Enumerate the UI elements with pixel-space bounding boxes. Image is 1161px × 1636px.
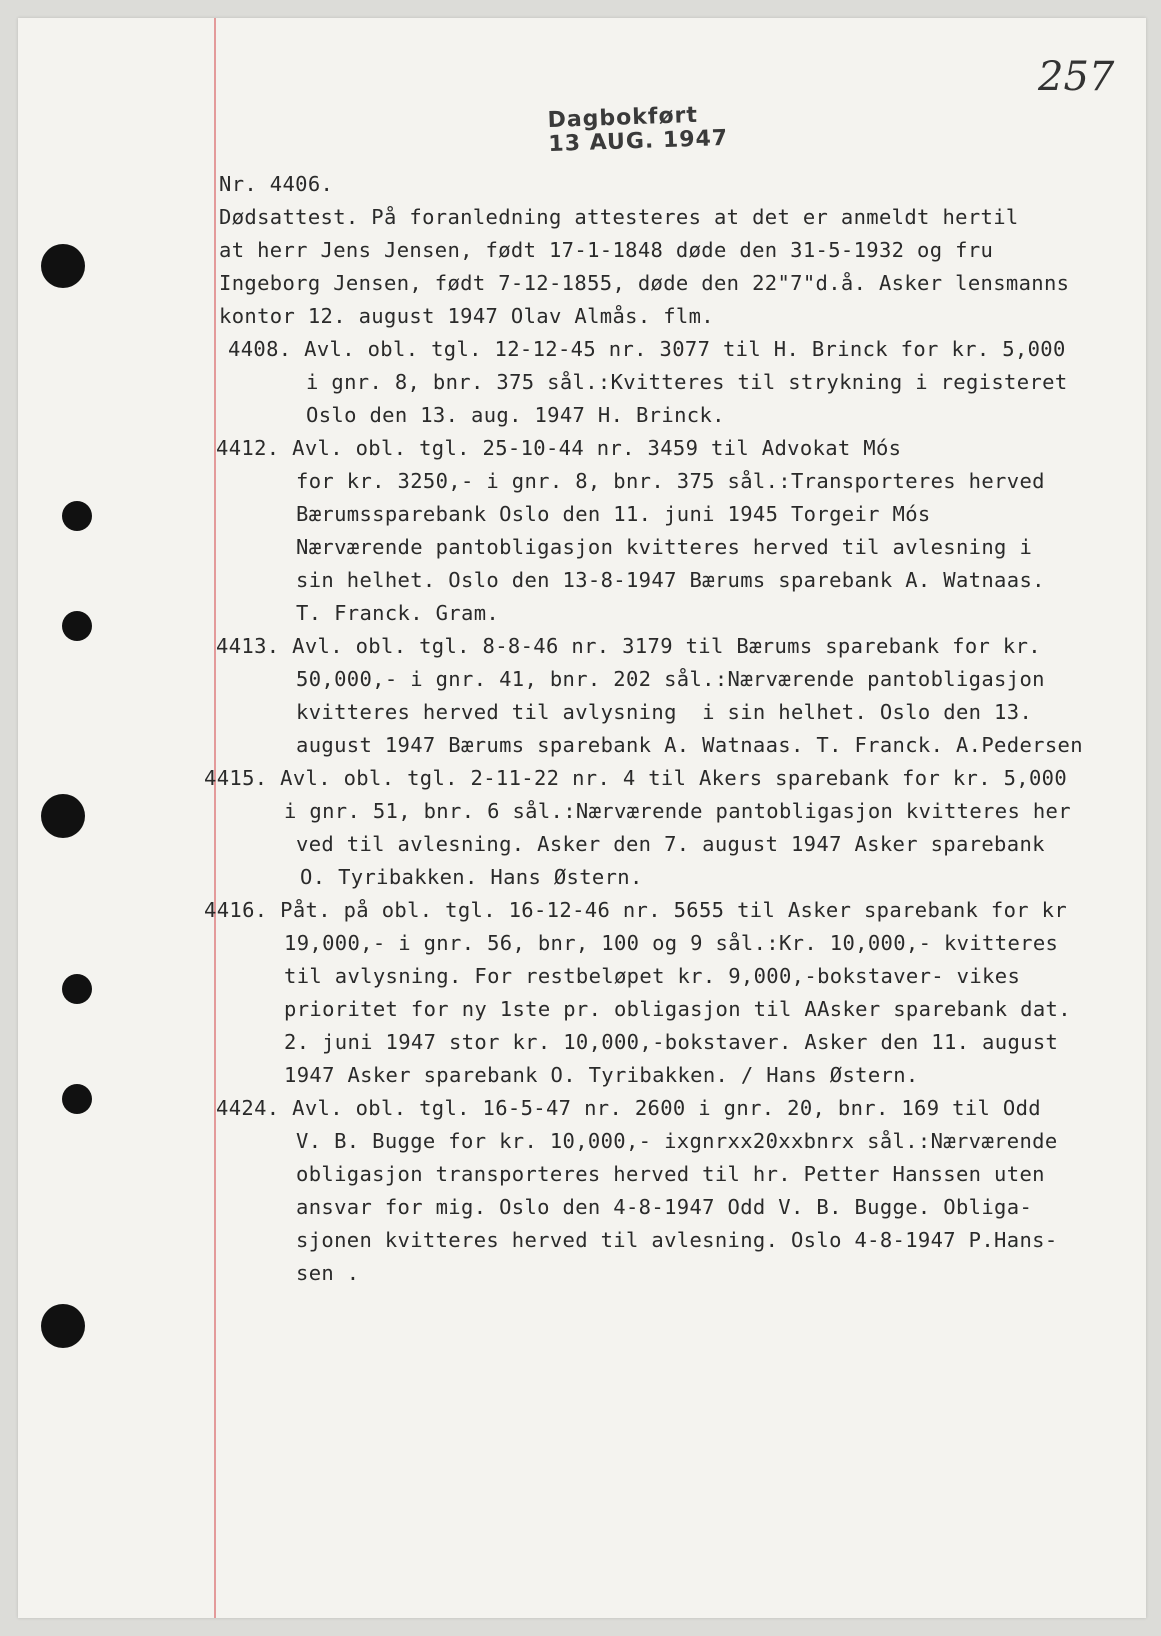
entry-line: obligasjon transporteres herved til hr. Petter Hanssen uten xyxy=(296,1162,1045,1186)
entry-line: 1947 Asker sparebank O. Tyribakken. / Hans Østern. xyxy=(284,1063,919,1087)
stamp-line-1: Dagbokført xyxy=(547,102,699,134)
entry-line: 4415. Avl. obl. tgl. 2-11-22 nr. 4 til Akers sparebank for kr. 5,000 xyxy=(204,766,1068,790)
entry-line: i gnr. 8, bnr. 375 sål.:Kvitteres til strykning i registeret xyxy=(306,370,1068,394)
entry-line: Oslo den 13. aug. 1947 H. Brinck. xyxy=(306,403,725,427)
page-number: 257 xyxy=(1038,54,1115,100)
entry-line: prioritet for ny 1ste pr. obligasjon til AAsker sparebank dat. xyxy=(284,997,1071,1021)
ledger-page xyxy=(18,18,1146,1618)
entry-line: i gnr. 51, bnr. 6 sål.:Nærværende pantobligasjon kvitteres her xyxy=(284,799,1071,823)
entry-line: V. B. Bugge for kr. 10,000,- ixgnrxx20xxbnrx sål.:Nærværende xyxy=(296,1129,1058,1153)
entry-line: Ingeborg Jensen, født 7-12-1855, døde den 22"7"d.å. Asker lensmanns xyxy=(219,271,1070,295)
entry-line: Nærværende pantobligasjon kvitteres herved til avlesning i xyxy=(296,535,1033,559)
punch-hole xyxy=(62,501,92,531)
date-stamp xyxy=(547,103,728,158)
entry-line: 4416. Påt. på obl. tgl. 16-12-46 nr. 5655 til Asker sparebank for kr xyxy=(204,898,1068,922)
entry-line: sin helhet. Oslo den 13-8-1947 Bærums sparebank A. Watnaas. xyxy=(296,568,1045,592)
entry-line: 4424. Avl. obl. tgl. 16-5-47 nr. 2600 i gnr. 20, bnr. 169 til Odd xyxy=(216,1096,1041,1120)
entry-line: august 1947 Bærums sparebank A. Watnaas. T. Franck. A.Pedersen xyxy=(296,733,1083,757)
entry-line: at herr Jens Jensen, født 17-1-1848 døde den 31-5-1932 og fru xyxy=(219,238,994,262)
entry-line: 4413. Avl. obl. tgl. 8-8-46 nr. 3179 til Bærums sparebank for kr. xyxy=(216,634,1041,658)
entry-line: T. Franck. Gram. xyxy=(296,601,500,625)
entry-line: 4408. Avl. obl. tgl. 12-12-45 nr. 3077 til H. Brinck for kr. 5,000 xyxy=(228,337,1066,361)
entry-line: 4412. Avl. obl. tgl. 25-10-44 nr. 3459 til Advokat Mós xyxy=(216,436,902,460)
punch-hole xyxy=(62,611,92,641)
punch-hole xyxy=(41,244,85,288)
entry-line: ansvar for mig. Oslo den 4-8-1947 Odd V. B. Bugge. Obliga- xyxy=(296,1195,1033,1219)
entry-line: 2. juni 1947 stor kr. 10,000,-bokstaver. Asker den 11. august xyxy=(284,1030,1059,1054)
stamp-line-2: 13 AUG. 1947 xyxy=(548,126,729,158)
entry-line: Bærumssparebank Oslo den 11. juni 1945 Torgeir Mós xyxy=(296,502,931,526)
entry-line: kontor 12. august 1947 Olav Almås. flm. xyxy=(219,304,714,328)
punch-hole xyxy=(41,1304,85,1348)
entry-line: 19,000,- i gnr. 56, bnr, 100 og 9 sål.:Kr. 10,000,- kvitteres xyxy=(284,931,1059,955)
entry-line: ved til avlesning. Asker den 7. august 1947 Asker sparebank xyxy=(296,832,1045,856)
entry-line: Nr. 4406. xyxy=(219,172,334,196)
entry-line: kvitteres herved til avlysning i sin helhet. Oslo den 13. xyxy=(296,700,1033,724)
entry-line: sen . xyxy=(296,1261,360,1285)
entry-line: O. Tyribakken. Hans Østern. xyxy=(300,865,643,889)
punch-hole xyxy=(62,1084,92,1114)
entry-line: 50,000,- i gnr. 41, bnr. 202 sål.:Nærværende pantobligasjon xyxy=(296,667,1045,691)
entry-line: for kr. 3250,- i gnr. 8, bnr. 375 sål.:Transporteres herved xyxy=(296,469,1045,493)
punch-hole xyxy=(41,794,85,838)
entry-line: til avlysning. For restbeløpet kr. 9,000,-bokstaver- vikes xyxy=(284,964,1021,988)
punch-hole xyxy=(62,974,92,1004)
entry-line: Dødsattest. På foranledning attesteres at det er anmeldt hertil xyxy=(219,205,1019,229)
entry-line: sjonen kvitteres herved til avlesning. Oslo 4-8-1947 P.Hans- xyxy=(296,1228,1058,1252)
margin-rule xyxy=(214,18,216,1618)
